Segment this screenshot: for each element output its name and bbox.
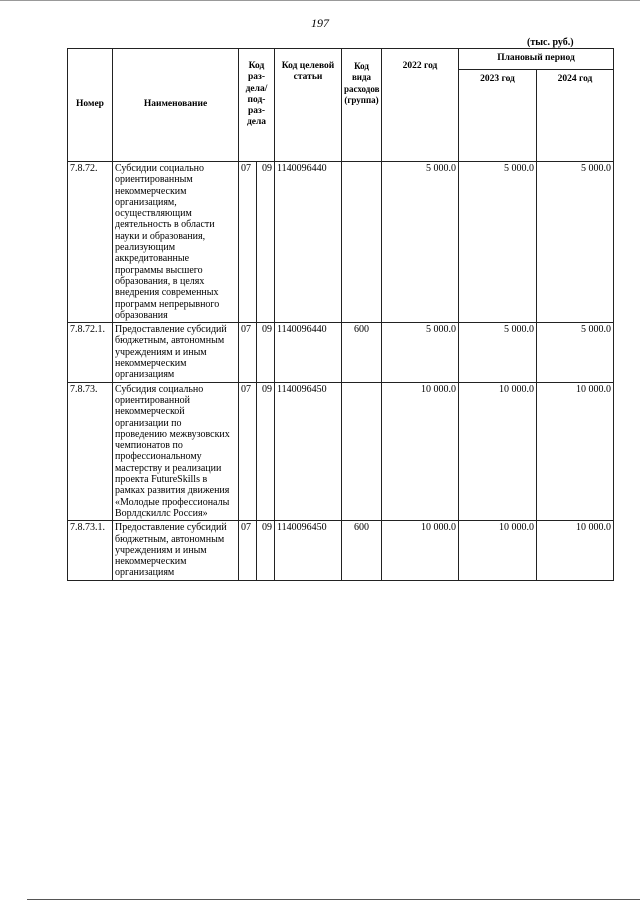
page-number: 197	[311, 16, 329, 30]
row-2022: 10 000.0	[382, 521, 459, 580]
row-2022: 10 000.0	[382, 382, 459, 521]
row-2022: 5 000.0	[382, 162, 459, 323]
row-2023: 5 000.0	[459, 323, 537, 382]
table-row	[68, 382, 614, 521]
row-vid: 600	[342, 323, 382, 382]
row-2022: 5 000.0	[382, 323, 459, 382]
row-vid	[342, 382, 382, 521]
row-2024: 5 000.0	[537, 323, 614, 382]
units-label: (тыс. руб.)	[527, 37, 574, 48]
header-vid-rashodov: Код вида расходов (группа)	[342, 49, 382, 162]
row-podrazdel: 09	[257, 162, 275, 323]
row-razdel: 07	[239, 323, 257, 382]
header-number: Номер	[68, 49, 113, 162]
row-2024: 10 000.0	[537, 382, 614, 521]
header-2024: 2024 год	[537, 69, 614, 161]
row-razdel: 07	[239, 521, 257, 580]
row-razdel: 07	[239, 382, 257, 521]
row-podrazdel: 09	[257, 323, 275, 382]
row-2023: 10 000.0	[459, 382, 537, 521]
budget-table	[67, 48, 614, 581]
row-razdel: 07	[239, 162, 257, 323]
row-2024: 10 000.0	[537, 521, 614, 580]
row-name: Предоставление субсидий бюджетным, автономным учреждениям и иным некоммерческим организациям	[113, 323, 239, 382]
row-podrazdel: 09	[257, 382, 275, 521]
row-2023: 10 000.0	[459, 521, 537, 580]
header-name: Наименование	[113, 49, 239, 162]
row-podrazdel: 09	[257, 521, 275, 580]
row-number: 7.8.72.1.	[68, 323, 113, 382]
row-number: 7.8.72.	[68, 162, 113, 323]
header-2023: 2023 год	[459, 69, 537, 161]
row-number: 7.8.73.	[68, 382, 113, 521]
row-celevaya: 1140096440	[275, 323, 342, 382]
table-row	[68, 323, 614, 382]
header-2022: 2022 год	[382, 49, 459, 162]
header-razdel: Код раз-дела/ под-раз-дела	[239, 49, 275, 162]
row-celevaya: 1140096450	[275, 382, 342, 521]
row-celevaya: 1140096450	[275, 521, 342, 580]
scan-top-edge	[0, 0, 640, 1]
row-2024: 5 000.0	[537, 162, 614, 323]
header-celevaya: Код целевой статьи	[275, 49, 342, 162]
table-row	[68, 162, 614, 323]
scan-bottom-edge	[27, 899, 640, 900]
row-name: Субсидия социально ориентированной некоммерческой организации по проведению межвузовских чемпионатов по профессиональному мастерству и реализации проекта FutureSkills в рамках развития движения «Молодые профессионалы Ворлдскиллс Россия»	[113, 382, 239, 521]
row-name: Предоставление субсидий бюджетным, автономным учреждениям и иным некоммерческим организациям	[113, 521, 239, 580]
row-name: Субсидии социально ориентированным некоммерческим организациям, осуществляющим деятельность в области науки и образования, реализующим аккредитованные программы высшего образования, в целях внедрения современных программ непрерывного образования	[113, 162, 239, 323]
header-plan-period: Плановый период	[459, 49, 614, 70]
row-number: 7.8.73.1.	[68, 521, 113, 580]
table-row	[68, 521, 614, 580]
row-celevaya: 1140096440	[275, 162, 342, 323]
row-2023: 5 000.0	[459, 162, 537, 323]
row-vid	[342, 162, 382, 323]
row-vid: 600	[342, 521, 382, 580]
